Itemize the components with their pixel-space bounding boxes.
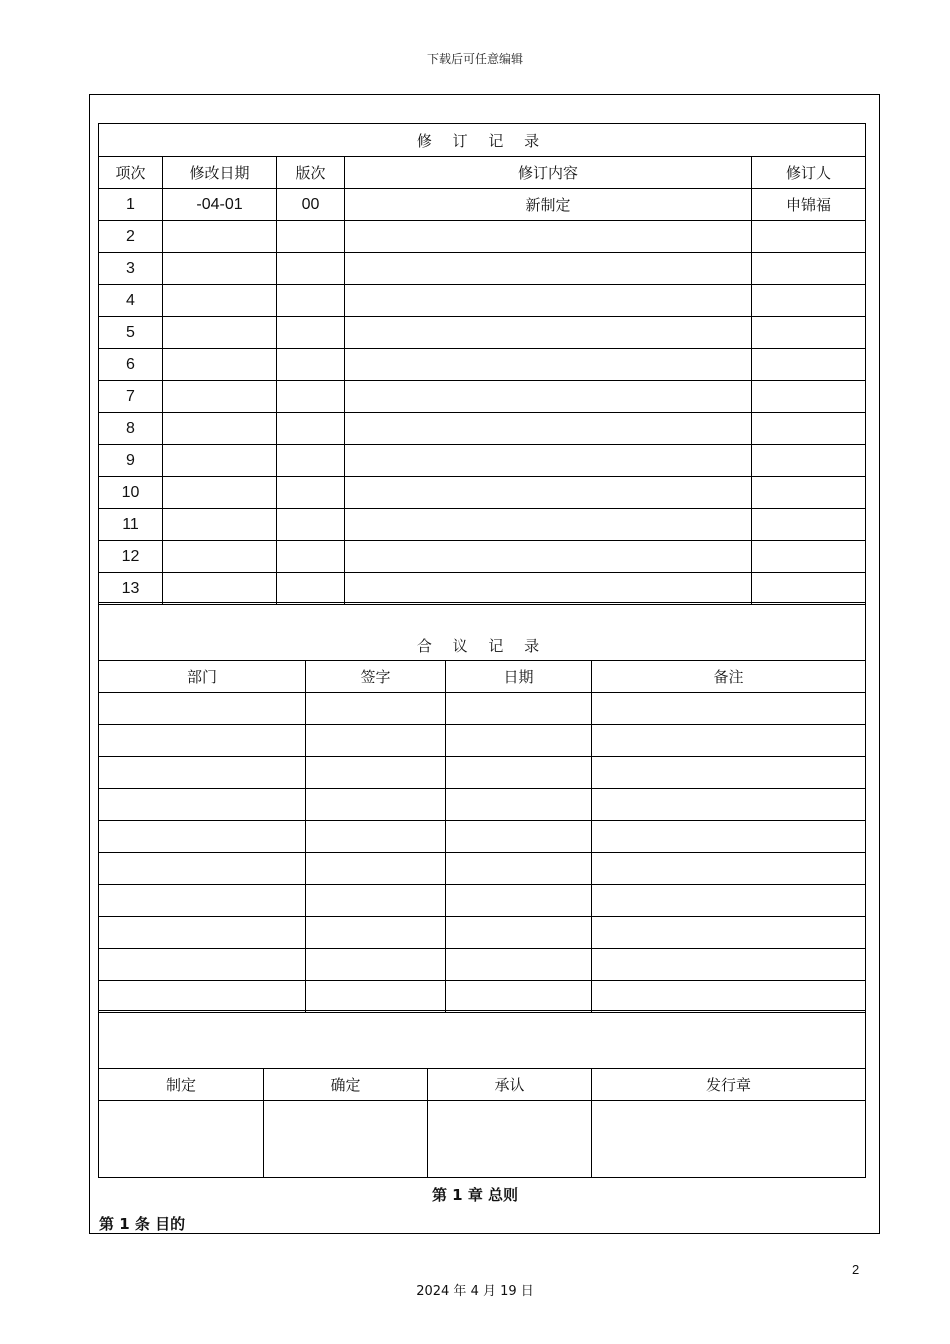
revision-row xyxy=(99,477,866,509)
approval-approved-signature-cell[interactable] xyxy=(428,1101,592,1178)
approval-drafted-signature-cell[interactable] xyxy=(99,1101,264,1178)
revision-date[interactable] xyxy=(163,509,277,541)
meeting-remarks-cell[interactable] xyxy=(592,885,866,917)
revision-content[interactable] xyxy=(345,573,752,605)
revision-version[interactable] xyxy=(277,381,345,413)
revision-col-item: 项次 xyxy=(99,157,163,189)
revision-col-content: 修订内容 xyxy=(345,157,752,189)
meeting-date-cell[interactable] xyxy=(446,981,592,1013)
meeting-row xyxy=(99,949,866,981)
meeting-record-title: 合 议 记 录 xyxy=(99,603,866,661)
meeting-signature-cell[interactable] xyxy=(306,757,446,789)
revision-reviser[interactable] xyxy=(752,541,866,573)
revision-content[interactable] xyxy=(345,221,752,253)
revision-row xyxy=(99,221,866,253)
revision-item-number[interactable]: 1 xyxy=(99,189,163,221)
meeting-date-cell[interactable] xyxy=(446,693,592,725)
revision-row xyxy=(99,413,866,445)
revision-version[interactable] xyxy=(277,285,345,317)
revision-version[interactable] xyxy=(277,221,345,253)
meeting-signature-cell[interactable] xyxy=(306,725,446,757)
approval-col-drafted: 制定 xyxy=(99,1069,264,1101)
revision-item-number[interactable]: 4 xyxy=(99,285,163,317)
revision-row xyxy=(99,541,866,573)
revision-version[interactable] xyxy=(277,253,345,285)
revision-version[interactable] xyxy=(277,349,345,381)
revision-row xyxy=(99,381,866,413)
meeting-remarks-cell[interactable] xyxy=(592,853,866,885)
meeting-col-signature: 签字 xyxy=(306,661,446,693)
revision-version[interactable]: 00 xyxy=(277,189,345,221)
meeting-signature-cell[interactable] xyxy=(306,853,446,885)
revision-reviser[interactable] xyxy=(752,317,866,349)
revision-reviser[interactable] xyxy=(752,477,866,509)
meeting-record-table xyxy=(98,602,866,1013)
approval-col-issue-seal: 发行章 xyxy=(592,1069,866,1101)
revision-date[interactable]: -04-01 xyxy=(163,189,277,221)
revision-date[interactable] xyxy=(163,445,277,477)
revision-reviser[interactable] xyxy=(752,413,866,445)
meeting-date-cell[interactable] xyxy=(446,853,592,885)
meeting-row xyxy=(99,885,866,917)
meeting-signature-cell[interactable] xyxy=(306,949,446,981)
revision-content[interactable] xyxy=(345,317,752,349)
revision-content[interactable]: 新制定 xyxy=(345,189,752,221)
revision-content[interactable] xyxy=(345,381,752,413)
meeting-signature-cell[interactable] xyxy=(306,821,446,853)
revision-item-number[interactable]: 11 xyxy=(99,509,163,541)
revision-version[interactable] xyxy=(277,541,345,573)
meeting-row xyxy=(99,757,866,789)
revision-version[interactable] xyxy=(277,509,345,541)
meeting-row xyxy=(99,789,866,821)
page-header-note: 下载后可任意编辑 xyxy=(426,52,523,66)
page-number: 2 xyxy=(852,1262,860,1277)
revision-record-title: 修 订 记 录 xyxy=(99,124,866,157)
revision-reviser[interactable] xyxy=(752,509,866,541)
meeting-row xyxy=(99,693,866,725)
meeting-department-cell[interactable] xyxy=(99,725,306,757)
revision-date[interactable] xyxy=(163,349,277,381)
revision-record-table xyxy=(98,123,866,605)
meeting-department-cell[interactable] xyxy=(99,789,306,821)
revision-reviser[interactable]: 申锦福 xyxy=(752,189,866,221)
revision-item-number[interactable]: 3 xyxy=(99,253,163,285)
revision-version[interactable] xyxy=(277,317,345,349)
revision-version[interactable] xyxy=(277,413,345,445)
meeting-date-cell[interactable] xyxy=(446,821,592,853)
revision-item-number[interactable]: 6 xyxy=(99,349,163,381)
meeting-row xyxy=(99,981,866,1013)
revision-item-number[interactable]: 7 xyxy=(99,381,163,413)
revision-row xyxy=(99,509,866,541)
meeting-department-cell[interactable] xyxy=(99,917,306,949)
meeting-department-cell[interactable] xyxy=(99,821,306,853)
revision-version[interactable] xyxy=(277,573,345,605)
revision-col-reviser: 修订人 xyxy=(752,157,866,189)
revision-date[interactable] xyxy=(163,541,277,573)
meeting-signature-cell[interactable] xyxy=(306,885,446,917)
revision-reviser[interactable] xyxy=(752,381,866,413)
revision-date[interactable] xyxy=(163,285,277,317)
revision-reviser[interactable] xyxy=(752,285,866,317)
meeting-date-cell[interactable] xyxy=(446,757,592,789)
revision-row xyxy=(99,349,866,381)
revision-row xyxy=(99,253,866,285)
revision-date[interactable] xyxy=(163,573,277,605)
revision-reviser[interactable] xyxy=(752,253,866,285)
meeting-row xyxy=(99,725,866,757)
revision-content[interactable] xyxy=(345,541,752,573)
meeting-date-cell[interactable] xyxy=(446,917,592,949)
meeting-date-cell[interactable] xyxy=(446,949,592,981)
meeting-remarks-cell[interactable] xyxy=(592,725,866,757)
revision-row xyxy=(99,189,866,221)
footer-date: 2024 年 4 月 19 日 xyxy=(416,1284,534,1299)
approval-issue-seal-cell[interactable] xyxy=(592,1101,866,1178)
meeting-signature-cell[interactable] xyxy=(306,693,446,725)
revision-content[interactable] xyxy=(345,477,752,509)
meeting-department-cell[interactable] xyxy=(99,885,306,917)
revision-row xyxy=(99,285,866,317)
revision-item-number[interactable]: 2 xyxy=(99,221,163,253)
meeting-signature-cell[interactable] xyxy=(306,981,446,1013)
revision-content[interactable] xyxy=(345,253,752,285)
approval-confirmed-signature-cell[interactable] xyxy=(264,1101,428,1178)
meeting-remarks-cell[interactable] xyxy=(592,917,866,949)
revision-row xyxy=(99,573,866,605)
meeting-department-cell[interactable] xyxy=(99,949,306,981)
meeting-remarks-cell[interactable] xyxy=(592,693,866,725)
revision-col-version: 版次 xyxy=(277,157,345,189)
revision-version[interactable] xyxy=(277,477,345,509)
revision-item-number[interactable]: 12 xyxy=(99,541,163,573)
revision-reviser[interactable] xyxy=(752,349,866,381)
revision-date[interactable] xyxy=(163,413,277,445)
revision-item-number[interactable]: 5 xyxy=(99,317,163,349)
revision-reviser[interactable] xyxy=(752,573,866,605)
meeting-row xyxy=(99,917,866,949)
revision-content[interactable] xyxy=(345,349,752,381)
meeting-remarks-cell[interactable] xyxy=(592,757,866,789)
revision-date[interactable] xyxy=(163,477,277,509)
meeting-col-remarks: 备注 xyxy=(592,661,866,693)
revision-version[interactable] xyxy=(277,445,345,477)
revision-col-date: 修改日期 xyxy=(163,157,277,189)
revision-date[interactable] xyxy=(163,221,277,253)
revision-row xyxy=(99,445,866,477)
meeting-date-cell[interactable] xyxy=(446,885,592,917)
meeting-department-cell[interactable] xyxy=(99,757,306,789)
revision-content[interactable] xyxy=(345,413,752,445)
approval-col-approved: 承认 xyxy=(428,1069,592,1101)
approval-table xyxy=(98,1010,866,1178)
revision-date[interactable] xyxy=(163,381,277,413)
revision-reviser[interactable] xyxy=(752,445,866,477)
meeting-remarks-cell[interactable] xyxy=(592,789,866,821)
revision-reviser[interactable] xyxy=(752,221,866,253)
article-heading: 第 1 条 目的 xyxy=(99,1215,186,1233)
approval-spacer-cell xyxy=(99,1011,866,1069)
revision-item-number[interactable]: 9 xyxy=(99,445,163,477)
revision-content[interactable] xyxy=(345,445,752,477)
approval-col-confirmed: 确定 xyxy=(264,1069,428,1101)
meeting-row xyxy=(99,853,866,885)
meeting-remarks-cell[interactable] xyxy=(592,949,866,981)
meeting-row xyxy=(99,821,866,853)
meeting-signature-cell[interactable] xyxy=(306,789,446,821)
meeting-signature-cell[interactable] xyxy=(306,917,446,949)
revision-date[interactable] xyxy=(163,253,277,285)
meeting-department-cell[interactable] xyxy=(99,693,306,725)
meeting-remarks-cell[interactable] xyxy=(592,981,866,1013)
chapter-heading: 第 1 章 总则 xyxy=(431,1186,519,1204)
revision-row xyxy=(99,317,866,349)
meeting-date-cell[interactable] xyxy=(446,789,592,821)
meeting-col-department: 部门 xyxy=(99,661,306,693)
meeting-date-cell[interactable] xyxy=(446,725,592,757)
revision-date[interactable] xyxy=(163,317,277,349)
revision-content[interactable] xyxy=(345,509,752,541)
meeting-department-cell[interactable] xyxy=(99,981,306,1013)
meeting-department-cell[interactable] xyxy=(99,853,306,885)
revision-item-number[interactable]: 10 xyxy=(99,477,163,509)
revision-content[interactable] xyxy=(345,285,752,317)
meeting-col-date: 日期 xyxy=(446,661,592,693)
revision-item-number[interactable]: 13 xyxy=(99,573,163,605)
revision-item-number[interactable]: 8 xyxy=(99,413,163,445)
meeting-remarks-cell[interactable] xyxy=(592,821,866,853)
